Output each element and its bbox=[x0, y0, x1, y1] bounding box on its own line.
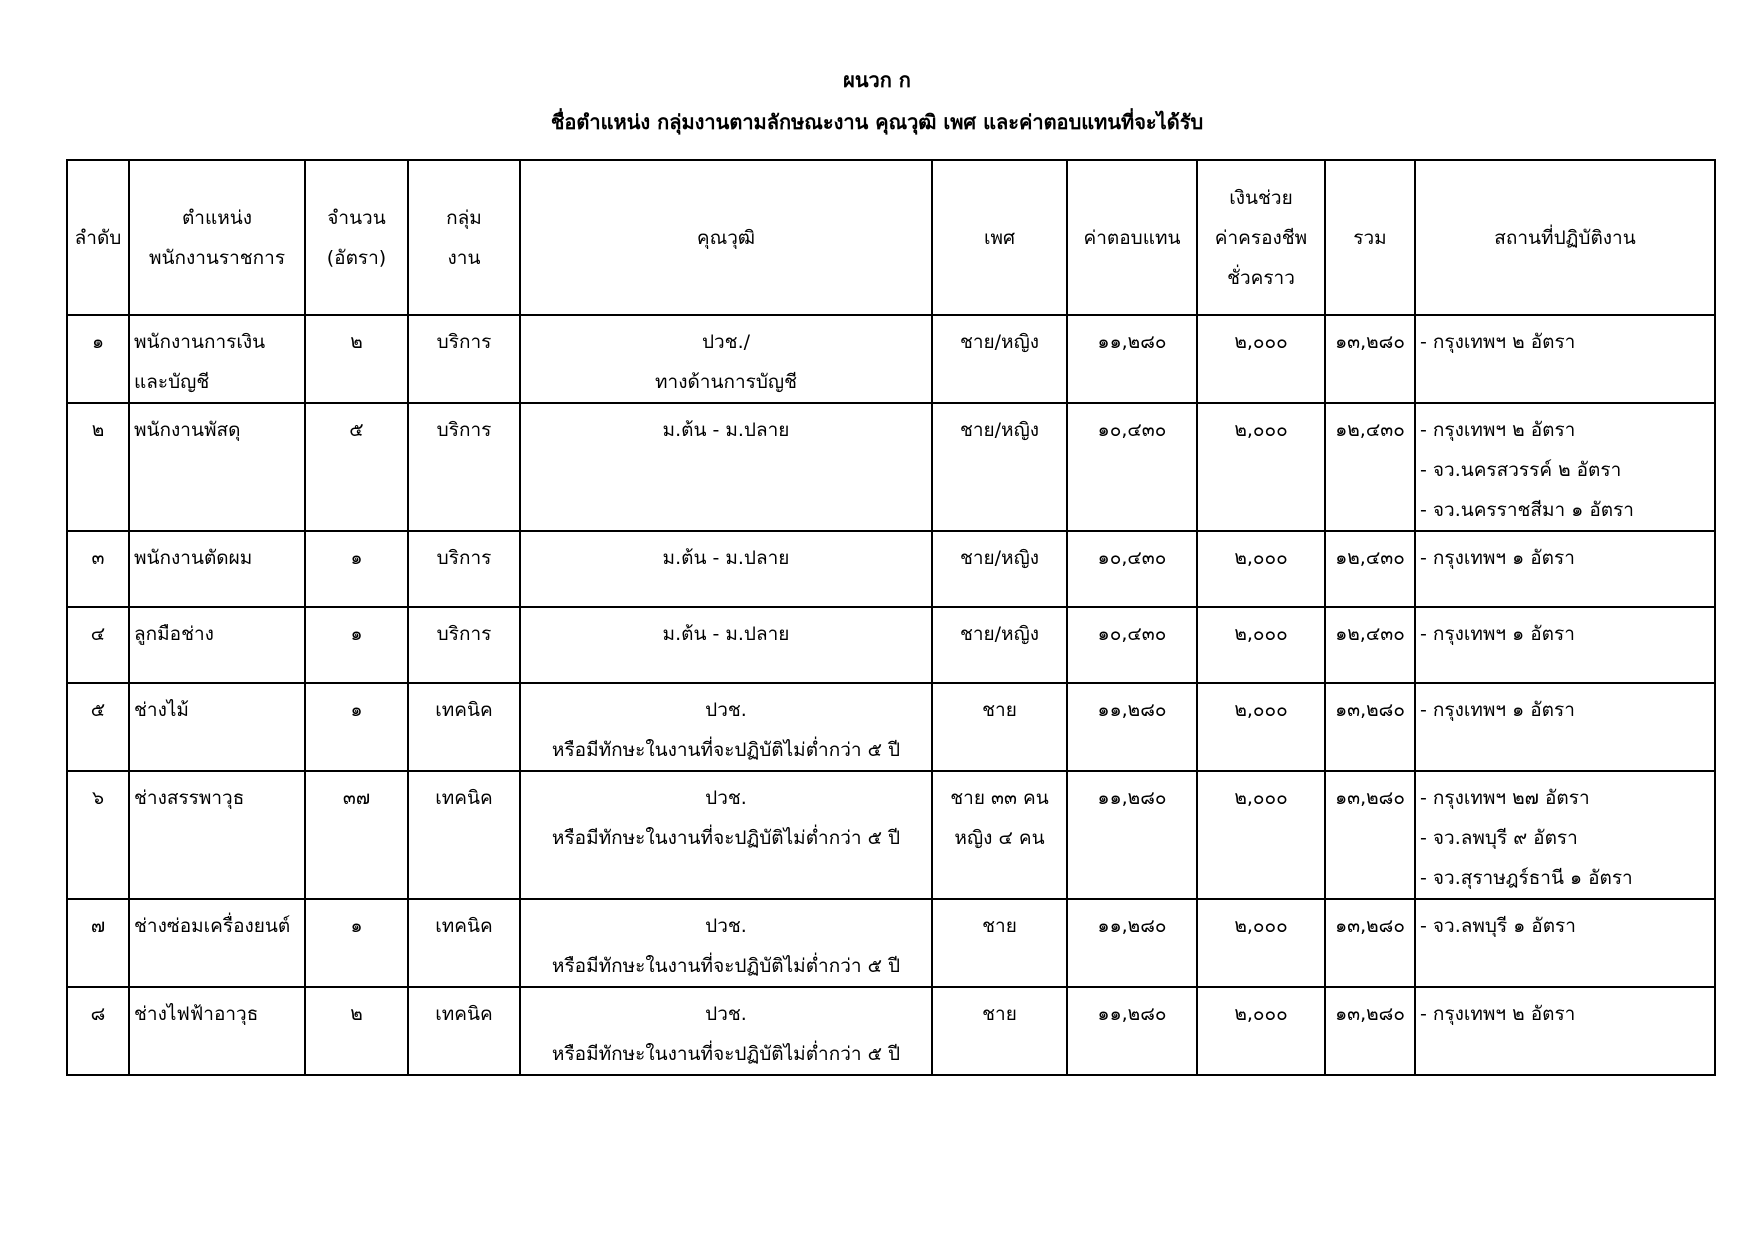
cell-group: บริการ bbox=[408, 607, 520, 683]
cell-qualification-line: หรือมีทักษะในงานที่จะปฏิบัติไม่ต่ำกว่า ๕ ปี bbox=[551, 827, 901, 849]
header-line: เงินช่วย bbox=[1229, 186, 1293, 209]
cell-allowance: ๒,๐๐๐ bbox=[1197, 531, 1325, 607]
header-line: คุณวุฒิ bbox=[696, 226, 756, 249]
cell-position bbox=[129, 899, 305, 987]
col-header-count bbox=[305, 160, 408, 315]
cell-count: ๑ bbox=[305, 683, 408, 771]
table-header-row bbox=[67, 160, 1715, 315]
cell-total: ๑๓,๒๘๐ bbox=[1325, 987, 1415, 1075]
table-row bbox=[67, 771, 1715, 899]
header-line: รวม bbox=[1353, 226, 1387, 249]
cell-gender bbox=[932, 987, 1067, 1075]
cell-position-line: ช่างไม้ bbox=[134, 699, 189, 721]
cell-count: ๒ bbox=[305, 987, 408, 1075]
cell-group: เทคนิค bbox=[408, 683, 520, 771]
cell-location-line: - กรุงเทพฯ ๒ อัตรา bbox=[1420, 1003, 1576, 1025]
cell-group: บริการ bbox=[408, 315, 520, 403]
cell-allowance: ๒,๐๐๐ bbox=[1197, 315, 1325, 403]
table-row bbox=[67, 403, 1715, 531]
table-body bbox=[67, 315, 1715, 1075]
cell-location-line: - กรุงเทพฯ ๑ อัตรา bbox=[1420, 623, 1575, 645]
cell-no: ๔ bbox=[67, 607, 129, 683]
cell-gender-line: ชาย bbox=[982, 699, 1017, 721]
cell-no: ๒ bbox=[67, 403, 129, 531]
cell-group: เทคนิค bbox=[408, 987, 520, 1075]
cell-total: ๑๓,๒๘๐ bbox=[1325, 899, 1415, 987]
cell-location bbox=[1415, 531, 1715, 607]
cell-position-line: ช่างไฟฟ้าอาวุธ bbox=[134, 1003, 259, 1025]
cell-group: บริการ bbox=[408, 531, 520, 607]
cell-no: ๗ bbox=[67, 899, 129, 987]
document-title: ผนวก ก bbox=[843, 68, 911, 92]
cell-position bbox=[129, 531, 305, 607]
cell-total: ๑๒,๔๓๐ bbox=[1325, 531, 1415, 607]
cell-no: ๖ bbox=[67, 771, 129, 899]
cell-location-line: - กรุงเทพฯ ๑ อัตรา bbox=[1420, 699, 1575, 721]
cell-location-line: - จว.นครสวรรค์ ๒ อัตรา bbox=[1420, 459, 1622, 481]
cell-count: ๑ bbox=[305, 531, 408, 607]
cell-qualification-line: หรือมีทักษะในงานที่จะปฏิบัติไม่ต่ำกว่า ๕ ปี bbox=[551, 955, 901, 977]
header-line: พนักงานราชการ bbox=[148, 246, 286, 269]
cell-pay: ๑๐,๔๓๐ bbox=[1067, 531, 1197, 607]
cell-qualification bbox=[520, 771, 932, 899]
header-line: ชั่วคราว bbox=[1227, 266, 1295, 289]
cell-no: ๓ bbox=[67, 531, 129, 607]
cell-allowance: ๒,๐๐๐ bbox=[1197, 899, 1325, 987]
col-header-qualification bbox=[520, 160, 932, 315]
cell-location-line: - กรุงเทพฯ ๒ อัตรา bbox=[1420, 331, 1576, 353]
header-line: สถานที่ปฏิบัติงาน bbox=[1494, 226, 1636, 249]
col-header-position bbox=[129, 160, 305, 315]
cell-location bbox=[1415, 403, 1715, 531]
cell-group: เทคนิค bbox=[408, 899, 520, 987]
cell-location-line: - กรุงเทพฯ ๒๗ อัตรา bbox=[1420, 787, 1590, 809]
cell-location bbox=[1415, 315, 1715, 403]
cell-gender bbox=[932, 531, 1067, 607]
cell-gender bbox=[932, 315, 1067, 403]
cell-position bbox=[129, 683, 305, 771]
cell-total: ๑๓,๒๘๐ bbox=[1325, 683, 1415, 771]
cell-qualification-line: ม.ต้น - ม.ปลาย bbox=[662, 623, 790, 645]
header-line: ค่าตอบแทน bbox=[1083, 226, 1181, 249]
cell-count: ๕ bbox=[305, 403, 408, 531]
cell-gender-line: ชาย ๓๓ คน bbox=[950, 787, 1049, 809]
col-header-total bbox=[1325, 160, 1415, 315]
cell-gender-line: ชาย/หญิง bbox=[959, 547, 1040, 569]
cell-group: เทคนิค bbox=[408, 771, 520, 899]
cell-gender-line: ชาย/หญิง bbox=[959, 623, 1040, 645]
table-row bbox=[67, 531, 1715, 607]
cell-total: ๑๓,๒๘๐ bbox=[1325, 771, 1415, 899]
table-row bbox=[67, 683, 1715, 771]
col-header-no bbox=[67, 160, 129, 315]
cell-gender-line: ชาย bbox=[982, 915, 1017, 937]
cell-pay: ๑๐,๔๓๐ bbox=[1067, 607, 1197, 683]
cell-count: ๓๗ bbox=[305, 771, 408, 899]
positions-table bbox=[66, 159, 1716, 1076]
cell-position-line: ช่างซ่อมเครื่องยนต์ bbox=[134, 915, 291, 937]
cell-position-line: และบัญชี bbox=[134, 371, 210, 393]
cell-count: ๒ bbox=[305, 315, 408, 403]
cell-location-line: - จว.นครราชสีมา ๑ อัตรา bbox=[1420, 499, 1634, 521]
cell-gender-line: ชาย/หญิง bbox=[959, 331, 1040, 353]
cell-gender-line: ชาย/หญิง bbox=[959, 419, 1040, 441]
cell-qualification bbox=[520, 531, 932, 607]
document-subtitle: ชื่อตำแหน่ง กลุ่มงานตามลักษณะงาน คุณวุฒิ เพศ และค่าตอบแทนที่จะได้รับ bbox=[550, 110, 1204, 134]
cell-location-line: - กรุงเทพฯ ๒ อัตรา bbox=[1420, 419, 1576, 441]
cell-position-line: ลูกมือช่าง bbox=[134, 623, 214, 645]
cell-gender bbox=[932, 683, 1067, 771]
cell-qualification-line: หรือมีทักษะในงานที่จะปฏิบัติไม่ต่ำกว่า ๕ ปี bbox=[551, 739, 901, 761]
cell-allowance: ๒,๐๐๐ bbox=[1197, 771, 1325, 899]
cell-qualification bbox=[520, 683, 932, 771]
cell-location bbox=[1415, 771, 1715, 899]
table-row bbox=[67, 899, 1715, 987]
col-header-location bbox=[1415, 160, 1715, 315]
cell-location-line: - จว.ลพบุรี ๑ อัตรา bbox=[1420, 915, 1576, 937]
cell-pay: ๑๑,๒๘๐ bbox=[1067, 987, 1197, 1075]
header-line: เพศ bbox=[983, 226, 1016, 249]
cell-location-line: - จว.ลพบุรี ๙ อัตรา bbox=[1420, 827, 1578, 849]
cell-location bbox=[1415, 987, 1715, 1075]
cell-qualification-line: ปวช. bbox=[705, 787, 747, 809]
cell-allowance: ๒,๐๐๐ bbox=[1197, 607, 1325, 683]
col-header-pay bbox=[1067, 160, 1197, 315]
cell-location bbox=[1415, 683, 1715, 771]
header-line: ลำดับ bbox=[74, 226, 122, 249]
cell-position bbox=[129, 607, 305, 683]
cell-allowance: ๒,๐๐๐ bbox=[1197, 403, 1325, 531]
table-row bbox=[67, 987, 1715, 1075]
header-line: (อัตรา) bbox=[326, 246, 387, 269]
cell-gender-line: ชาย bbox=[982, 1003, 1017, 1025]
cell-qualification bbox=[520, 899, 932, 987]
cell-qualification-line: ปวช. bbox=[705, 699, 747, 721]
cell-pay: ๑๑,๒๘๐ bbox=[1067, 683, 1197, 771]
table-row bbox=[67, 315, 1715, 403]
cell-position-line: พนักงานการเงิน bbox=[134, 331, 266, 353]
cell-pay: ๑๑,๒๘๐ bbox=[1067, 771, 1197, 899]
cell-count: ๑ bbox=[305, 607, 408, 683]
cell-location bbox=[1415, 899, 1715, 987]
header-line: กลุ่ม bbox=[446, 206, 482, 229]
cell-qualification-line: ปวช./ bbox=[701, 331, 751, 353]
cell-qualification-line: ม.ต้น - ม.ปลาย bbox=[662, 419, 790, 441]
cell-position-line: พนักงานตัดผม bbox=[134, 547, 253, 569]
cell-location bbox=[1415, 607, 1715, 683]
cell-qualification-line: ม.ต้น - ม.ปลาย bbox=[662, 547, 790, 569]
cell-group: บริการ bbox=[408, 403, 520, 531]
col-header-gender bbox=[932, 160, 1067, 315]
col-header-group bbox=[408, 160, 520, 315]
cell-qualification bbox=[520, 607, 932, 683]
cell-qualification bbox=[520, 403, 932, 531]
header-line: งาน bbox=[447, 246, 481, 269]
cell-location-line: - กรุงเทพฯ ๑ อัตรา bbox=[1420, 547, 1575, 569]
cell-allowance: ๒,๐๐๐ bbox=[1197, 683, 1325, 771]
cell-position-line: พนักงานพัสดุ bbox=[134, 419, 241, 441]
cell-count: ๑ bbox=[305, 899, 408, 987]
table-row bbox=[67, 607, 1715, 683]
header-line: ค่าครองชีพ bbox=[1214, 226, 1308, 249]
cell-qualification-line: ปวช. bbox=[705, 1003, 747, 1025]
cell-position bbox=[129, 771, 305, 899]
cell-qualification bbox=[520, 987, 932, 1075]
cell-pay: ๑๐,๔๓๐ bbox=[1067, 403, 1197, 531]
cell-no: ๘ bbox=[67, 987, 129, 1075]
cell-allowance: ๒,๐๐๐ bbox=[1197, 987, 1325, 1075]
cell-pay: ๑๑,๒๘๐ bbox=[1067, 315, 1197, 403]
cell-total: ๑๒,๔๓๐ bbox=[1325, 607, 1415, 683]
cell-qualification-line: ปวช. bbox=[705, 915, 747, 937]
header-line: จำนวน bbox=[327, 206, 386, 229]
cell-gender-line: หญิง ๔ คน bbox=[954, 827, 1045, 849]
cell-position bbox=[129, 987, 305, 1075]
cell-total: ๑๓,๒๘๐ bbox=[1325, 315, 1415, 403]
header-line: ตำแหน่ง bbox=[181, 206, 253, 229]
cell-qualification-line: หรือมีทักษะในงานที่จะปฏิบัติไม่ต่ำกว่า ๕ ปี bbox=[551, 1043, 901, 1065]
cell-qualification-line: ทางด้านการบัญชี bbox=[655, 371, 797, 393]
cell-gender bbox=[932, 899, 1067, 987]
cell-gender bbox=[932, 403, 1067, 531]
cell-gender bbox=[932, 771, 1067, 899]
col-header-allowance bbox=[1197, 160, 1325, 315]
cell-qualification bbox=[520, 315, 932, 403]
cell-position bbox=[129, 403, 305, 531]
cell-position bbox=[129, 315, 305, 403]
cell-pay: ๑๑,๒๘๐ bbox=[1067, 899, 1197, 987]
cell-location-line: - จว.สุราษฎร์ธานี ๑ อัตรา bbox=[1420, 867, 1633, 889]
cell-no: ๑ bbox=[67, 315, 129, 403]
cell-total: ๑๒,๔๓๐ bbox=[1325, 403, 1415, 531]
cell-no: ๕ bbox=[67, 683, 129, 771]
cell-position-line: ช่างสรรพาวุธ bbox=[134, 787, 245, 809]
cell-gender bbox=[932, 607, 1067, 683]
